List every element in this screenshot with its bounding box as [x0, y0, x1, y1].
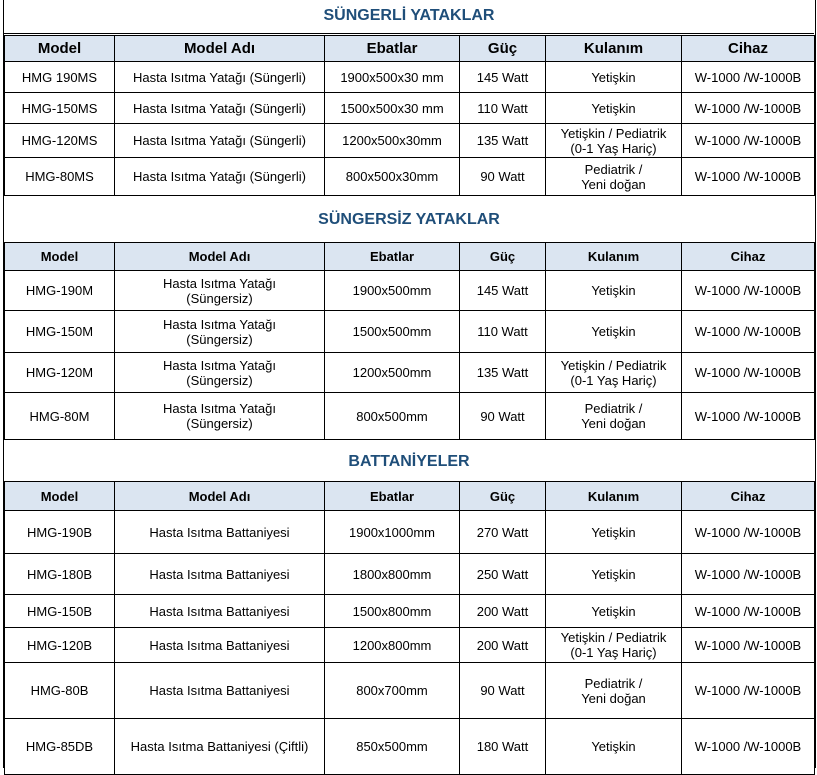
table-row	[5, 353, 815, 393]
table-row	[5, 595, 815, 628]
cell-usage: Yetişkin	[546, 62, 682, 93]
cell-model: HMG-120M	[5, 353, 115, 393]
cell-model-name: Hasta Isıtma Yatağı (Süngerli)	[115, 93, 325, 124]
cell-usage: Pediatrik / Yeni doğan	[546, 663, 682, 719]
cell-dimensions: 1900x500x30 mm	[325, 62, 460, 93]
header-model: Model	[5, 36, 115, 62]
cell-model-name: Hasta Isıtma Battaniyesi	[115, 628, 325, 663]
table-row	[5, 271, 815, 311]
table-row	[5, 628, 815, 663]
cell-power: 135 Watt	[460, 124, 546, 158]
cell-usage: Yetişkin	[546, 554, 682, 595]
table-sungersiz	[4, 242, 815, 440]
cell-usage: Yetişkin	[546, 271, 682, 311]
cell-device: W-1000 /W-1000B	[682, 311, 815, 353]
cell-model-name: Hasta Isıtma Yatağı (Süngersiz)	[115, 311, 325, 353]
cell-device: W-1000 /W-1000B	[682, 628, 815, 663]
cell-model: HMG-80B	[5, 663, 115, 719]
cell-model: HMG-190B	[5, 511, 115, 554]
cell-power: 270 Watt	[460, 511, 546, 554]
cell-model: HMG-120MS	[5, 124, 115, 158]
table-row	[5, 93, 815, 124]
cell-dimensions: 1900x500mm	[325, 271, 460, 311]
cell-power: 90 Watt	[460, 158, 546, 196]
cell-dimensions: 1800x800mm	[325, 554, 460, 595]
cell-device: W-1000 /W-1000B	[682, 595, 815, 628]
cell-dimensions: 1500x500x30 mm	[325, 93, 460, 124]
table-row	[5, 158, 815, 196]
cell-model: HMG 190MS	[5, 62, 115, 93]
section-title-sungersiz: SÜNGERSİZ YATAKLAR	[318, 211, 500, 228]
table-row	[5, 663, 815, 719]
cell-dimensions: 800x500mm	[325, 393, 460, 440]
cell-usage: Pediatrik / Yeni doğan	[546, 158, 682, 196]
cell-model-name: Hasta Isıtma Battaniyesi	[115, 554, 325, 595]
cell-device: W-1000 /W-1000B	[682, 93, 815, 124]
cell-model-name: Hasta Isıtma Yatağı (Süngerli)	[115, 158, 325, 196]
cell-device: W-1000 /W-1000B	[682, 271, 815, 311]
cell-dimensions: 1200x500mm	[325, 353, 460, 393]
table-row	[5, 124, 815, 158]
cell-dimensions: 1500x500mm	[325, 311, 460, 353]
section-title-sungerli: SÜNGERLİ YATAKLAR	[323, 7, 495, 24]
cell-device: W-1000 /W-1000B	[682, 393, 815, 440]
cell-power: 135 Watt	[460, 353, 546, 393]
section-title-battaniyeler: BATTANİYELER	[348, 453, 470, 470]
table-row	[5, 719, 815, 775]
header-device: Cihaz	[682, 482, 815, 511]
cell-usage: Yetişkin	[546, 93, 682, 124]
cell-power: 90 Watt	[460, 663, 546, 719]
cell-model-name: Hasta Isıtma Battaniyesi	[115, 663, 325, 719]
cell-model-name: Hasta Isıtma Battaniyesi (Çiftli)	[115, 719, 325, 775]
cell-power: 110 Watt	[460, 93, 546, 124]
cell-model-name: Hasta Isıtma Battaniyesi	[115, 595, 325, 628]
header-usage: Kulanım	[546, 36, 682, 62]
header-dimensions: Ebatlar	[325, 482, 460, 511]
header-usage: Kulanım	[546, 243, 682, 271]
table-row	[5, 62, 815, 93]
cell-device: W-1000 /W-1000B	[682, 353, 815, 393]
header-device: Cihaz	[682, 36, 815, 62]
cell-model-name: Hasta Isıtma Yatağı (Süngersiz)	[115, 271, 325, 311]
cell-model: HMG-180B	[5, 554, 115, 595]
divider	[4, 33, 814, 34]
cell-model: HMG-150MS	[5, 93, 115, 124]
header-model-name: Model Adı	[115, 243, 325, 271]
cell-model: HMG-85DB	[5, 719, 115, 775]
cell-device: W-1000 /W-1000B	[682, 158, 815, 196]
cell-model: HMG-150B	[5, 595, 115, 628]
cell-model-name: Hasta Isıtma Yatağı (Süngersiz)	[115, 353, 325, 393]
cell-dimensions: 850x500mm	[325, 719, 460, 775]
cell-power: 180 Watt	[460, 719, 546, 775]
header-model-name: Model Adı	[115, 482, 325, 511]
cell-model: HMG-150M	[5, 311, 115, 353]
cell-device: W-1000 /W-1000B	[682, 719, 815, 775]
cell-usage: Yetişkin	[546, 511, 682, 554]
cell-dimensions: 800x500x30mm	[325, 158, 460, 196]
cell-power: 90 Watt	[460, 393, 546, 440]
table-battaniyeler	[4, 481, 815, 775]
cell-power: 145 Watt	[460, 62, 546, 93]
cell-usage: Pediatrik / Yeni doğan	[546, 393, 682, 440]
header-dimensions: Ebatlar	[325, 243, 460, 271]
header-power: Güç	[460, 243, 546, 271]
cell-model-name: Hasta Isıtma Yatağı (Süngerli)	[115, 62, 325, 93]
table-header-row	[5, 243, 815, 271]
cell-usage: Yetişkin / Pediatrik (0-1 Yaş Hariç)	[546, 353, 682, 393]
cell-model: HMG-190M	[5, 271, 115, 311]
cell-model: HMG-80MS	[5, 158, 115, 196]
cell-dimensions: 1200x500x30mm	[325, 124, 460, 158]
header-dimensions: Ebatlar	[325, 36, 460, 62]
header-power: Güç	[460, 36, 546, 62]
cell-dimensions: 1500x800mm	[325, 595, 460, 628]
header-model-name: Model Adı	[115, 36, 325, 62]
cell-dimensions: 1200x800mm	[325, 628, 460, 663]
cell-power: 200 Watt	[460, 595, 546, 628]
cell-model-name: Hasta Isıtma Battaniyesi	[115, 511, 325, 554]
table-row	[5, 554, 815, 595]
table-header-row	[5, 482, 815, 511]
table-row	[5, 311, 815, 353]
header-usage: Kulanım	[546, 482, 682, 511]
header-device: Cihaz	[682, 243, 815, 271]
cell-device: W-1000 /W-1000B	[682, 124, 815, 158]
table-row	[5, 511, 815, 554]
table-sungerli	[4, 35, 815, 196]
cell-usage: Yetişkin	[546, 311, 682, 353]
table-header-row	[5, 36, 815, 62]
cell-usage: Yetişkin	[546, 719, 682, 775]
cell-power: 200 Watt	[460, 628, 546, 663]
cell-model: HMG-80M	[5, 393, 115, 440]
cell-device: W-1000 /W-1000B	[682, 511, 815, 554]
cell-model: HMG-120B	[5, 628, 115, 663]
table-row	[5, 393, 815, 440]
cell-usage: Yetişkin / Pediatrik (0-1 Yaş Hariç)	[546, 124, 682, 158]
cell-dimensions: 800x700mm	[325, 663, 460, 719]
header-power: Güç	[460, 482, 546, 511]
header-model: Model	[5, 243, 115, 271]
cell-usage: Yetişkin	[546, 595, 682, 628]
cell-dimensions: 1900x1000mm	[325, 511, 460, 554]
cell-usage: Yetişkin / Pediatrik (0-1 Yaş Hariç)	[546, 628, 682, 663]
header-model: Model	[5, 482, 115, 511]
cell-power: 110 Watt	[460, 311, 546, 353]
cell-power: 250 Watt	[460, 554, 546, 595]
cell-power: 145 Watt	[460, 271, 546, 311]
cell-model-name: Hasta Isıtma Yatağı (Süngersiz)	[115, 393, 325, 440]
cell-device: W-1000 /W-1000B	[682, 62, 815, 93]
cell-model-name: Hasta Isıtma Yatağı (Süngerli)	[115, 124, 325, 158]
cell-device: W-1000 /W-1000B	[682, 554, 815, 595]
cell-device: W-1000 /W-1000B	[682, 663, 815, 719]
